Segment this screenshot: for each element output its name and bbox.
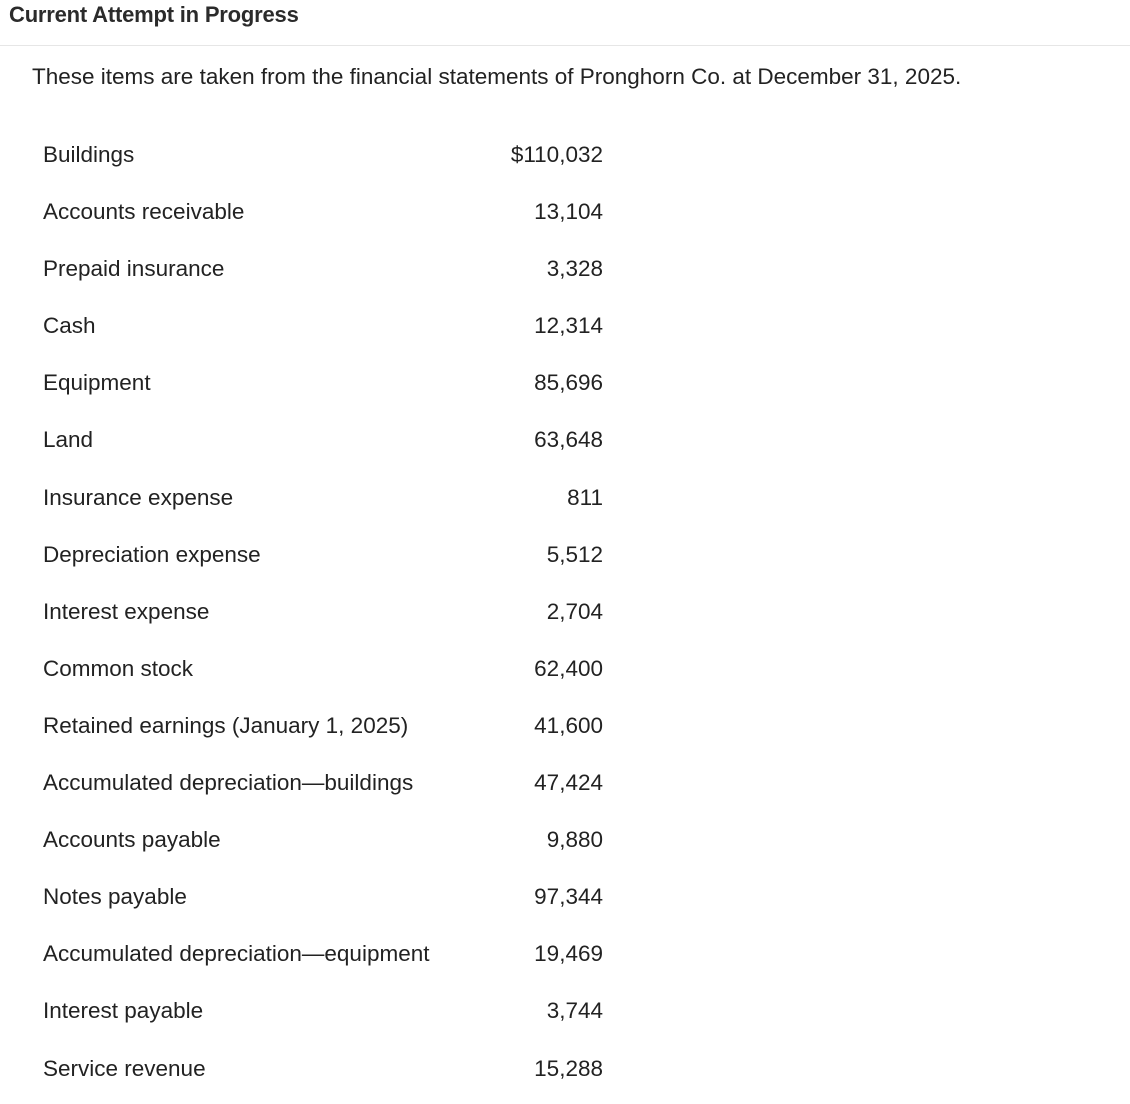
item-label: Insurance expense: [43, 484, 234, 510]
table-row: [43, 413, 603, 470]
item-label: Notes payable: [43, 884, 187, 910]
item-value: 47,424: [534, 770, 603, 796]
item-label: Cash: [43, 313, 96, 339]
item-label: Prepaid insurance: [43, 256, 225, 282]
table-row: [43, 528, 603, 585]
table-row: [43, 585, 603, 642]
table-row: [43, 471, 603, 528]
financial-items-table: [43, 128, 603, 1099]
table-row: [43, 642, 603, 699]
item-value: 2,704: [546, 598, 603, 624]
table-row: [43, 756, 603, 813]
table-row: [43, 128, 603, 185]
item-value: $110,032: [510, 142, 603, 167]
page-header: [0, 0, 1130, 46]
page-title: Current Attempt in Progress: [9, 2, 299, 27]
item-value: 15,288: [534, 1055, 603, 1081]
item-value: 13,104: [534, 199, 603, 225]
table-row: [43, 185, 603, 242]
table-row: [43, 242, 603, 299]
item-value: 3,744: [546, 998, 603, 1024]
table-row: [43, 299, 603, 356]
item-value: 63,648: [534, 427, 603, 453]
item-label: Equipment: [43, 370, 151, 396]
item-label: Service revenue: [43, 1055, 206, 1081]
item-label: Accounts receivable: [43, 199, 245, 225]
item-value: 9,880: [546, 827, 603, 853]
item-value: 5,512: [546, 541, 603, 567]
item-label: Interest payable: [43, 998, 204, 1024]
item-value: 3,328: [546, 256, 603, 282]
item-label: Buildings: [43, 142, 135, 167]
item-value: 12,314: [534, 313, 603, 339]
table-row: [43, 870, 603, 927]
item-label: Depreciation expense: [43, 541, 261, 567]
item-label: Accumulated depreciation—equipment: [43, 941, 430, 967]
item-label: Retained earnings (January 1, 2025): [43, 712, 409, 738]
table-row: [43, 699, 603, 756]
item-value: 811: [567, 484, 603, 510]
item-value: 85,696: [534, 370, 603, 396]
item-value: 62,400: [534, 655, 603, 681]
table-row: [43, 1042, 603, 1099]
table-row: [43, 813, 603, 870]
table-row: [43, 984, 603, 1041]
item-label: Common stock: [43, 655, 194, 681]
question-intro-text: These items are taken from the financial statements of Pronghorn Co. at December 31, 2025.: [32, 64, 962, 89]
item-value: 97,344: [534, 884, 603, 910]
item-label: Accounts payable: [43, 827, 221, 853]
item-value: 19,469: [534, 941, 603, 967]
table-row: [43, 927, 603, 984]
item-label: Interest expense: [43, 598, 210, 624]
item-label: Accumulated depreciation—buildings: [43, 770, 414, 796]
item-value: 41,600: [534, 712, 603, 738]
table-row: [43, 356, 603, 413]
item-label: Land: [43, 427, 94, 453]
